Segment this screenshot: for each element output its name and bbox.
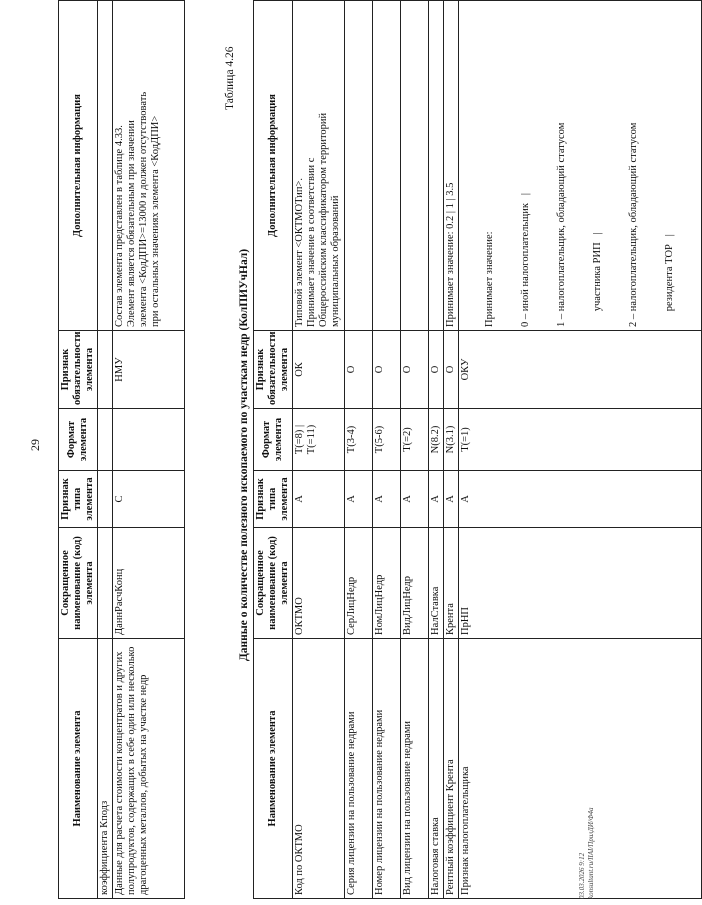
element-format: T(3-4) [345,409,373,471]
element-required: НМУ [113,331,185,409]
element-info: Типовой элемент <ОКТМОТип>. Принимает значение в соответствии с Общероссийским классификатором территорий муниципальных образований [293,1,345,331]
element-info: Принимает значение: 0 – иной налогоплательщик | 1 – налогоплательщик, обладающий статусом участника РИП | 2 – налогоплательщик, обладающий статусом резидента ТОР | [459,1,702,331]
table-row [373,1,401,899]
element-format: T(5-6) [373,409,401,471]
table-row [429,1,444,899]
element-format [113,409,185,471]
element-format: N(8.2) [429,409,444,471]
element-code: ПрНП [459,528,702,639]
element-type: А [373,471,401,528]
element-type: А [429,471,444,528]
element-required: О [444,331,459,409]
element-name: Данные для расчета стоимости концентратов и других полупродуктов, содержащих в себе один или несколько драгоценных металлов, добытых на участке недр [113,639,185,899]
table-title: Данные о количестве полезного ископаемого по участкам недр (КолПИУчНал) [238,248,250,662]
element-required: ОКУ [459,331,702,409]
element-code: НалСтавка [429,528,444,639]
element-required: О [345,331,373,409]
element-code: НомЛицНедр [373,528,401,639]
table-row [401,1,429,899]
element-type: А [444,471,459,528]
element-info [429,1,444,331]
element-code: ВидЛицНедр [401,528,429,639]
table-4-26 [253,0,702,899]
element-code: СерЛицНедр [345,528,373,639]
element-type: А [293,471,345,528]
element-format: T(=1) [459,409,702,471]
element-info: Состав элемента представлен в таблице 4.33. Элемент является обязательным при значении элемента <КодДПИ>=13000 и должен отсутствовать при остальных значениях элемента <КодДПИ> [113,1,185,331]
header-cell: Признак обязательности элемента [254,331,293,409]
element-name: Вид лицензии на пользование недрами [401,639,429,899]
element-code: Крента [444,528,459,639]
element-info [401,1,429,331]
element-type: С [113,471,185,528]
element-info [345,1,373,331]
element-code: ДаннРасчКонц [113,528,185,639]
element-format: T(=8) | T(=11) [293,409,345,471]
page-number: 29 [28,439,42,451]
header-cell: Дополнительная информация [254,1,293,331]
table-row [444,1,459,899]
element-type: А [459,471,702,528]
element-name: Серия лицензии на пользование недрами [345,639,373,899]
element-required: О [373,331,401,409]
header-cell: Сокращенное наименование (код) элемента [254,528,293,639]
header-cell: Формат элемента [59,409,98,471]
table-header-row [254,1,293,899]
element-name: Налоговая ставка [429,639,444,899]
table-number: Таблица 4.26 [224,46,236,110]
table-header-row [59,1,98,899]
element-type: А [401,471,429,528]
header-cell: Дополнительная информация [59,1,98,331]
header-cell: Признак типа элемента [59,471,98,528]
header-cell: Наименование элемента [254,639,293,899]
element-required: ОК [293,331,345,409]
header-cell: Признак типа элемента [254,471,293,528]
table-row [293,1,345,899]
element-name: Признак налогоплательщика [459,639,702,899]
element-required: О [429,331,444,409]
element-name: Код по ОКТМО [293,639,345,899]
section-label: коэффициента Кподз [98,639,113,899]
table-row [345,1,373,899]
element-required: О [401,331,429,409]
element-type: А [345,471,373,528]
element-info [373,1,401,331]
element-name: Номер лицензии на пользование недрами [373,639,401,899]
table-continued [58,0,185,899]
element-format: T(=2) [401,409,429,471]
header-cell: Признак обязательности элемента [59,331,98,409]
element-info: Принимает значение: 0.2 | 1 | 3.5 [444,1,459,331]
table-row [98,1,113,899]
header-cell: Формат элемента [254,409,293,471]
element-name: Рентный коэффициент Крента [444,639,459,899]
header-cell: Сокращенное наименование (код) элемента [59,528,98,639]
table-row [113,1,185,899]
element-format: N(3.1) [444,409,459,471]
element-code: ОКТМО [293,528,345,639]
footer-stamp: 03.03.2026 9:12 konsultant.ru/IIАI/ПрилДИ/Ф4а [578,807,595,899]
header-cell: Наименование элемента [59,639,98,899]
